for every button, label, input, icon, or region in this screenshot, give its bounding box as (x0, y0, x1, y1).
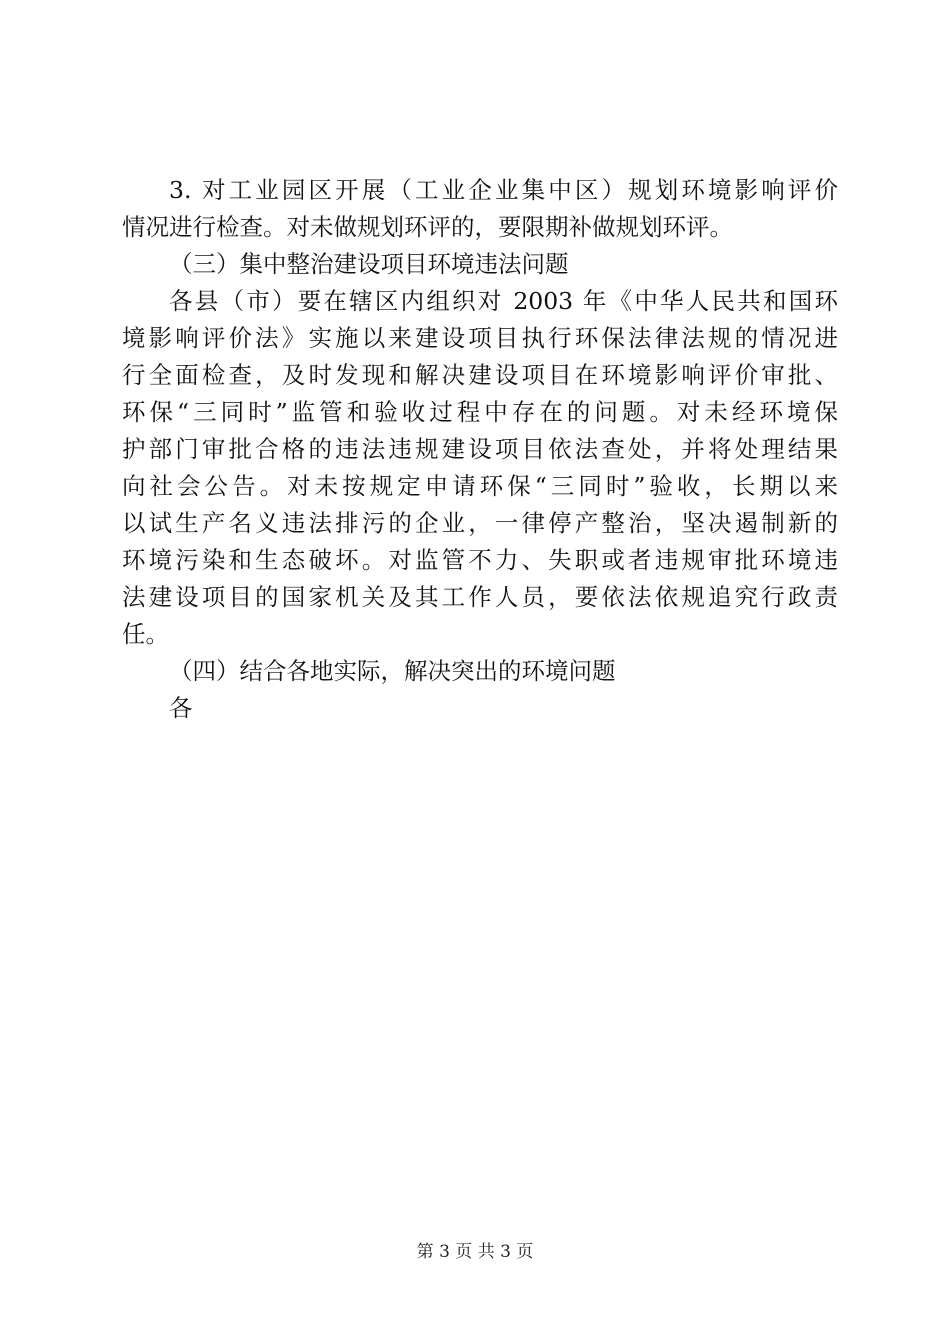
paragraph-line: 任。 (122, 620, 169, 648)
paragraph-line: 向社会公告。对未按规定申请环保“三同时”验收，长期以来 (122, 472, 838, 500)
paragraph-line: 境影响评价法》实施以来建设项目执行环保法律法规的情况进 (122, 324, 838, 352)
paragraph-line: 以试生产名义违法排污的企业，一律停产整治，坚决遏制新的 (122, 509, 838, 537)
paragraph-line: 护部门审批合格的违法违规建设项目依法查处，并将处理结果 (122, 435, 838, 463)
section-heading: （三）集中整治建设项目环境违法问题 (169, 250, 569, 278)
paragraph-line: 情况进行检查。对未做规划环评的，要限期补做规划环评。 (122, 213, 733, 241)
paragraph-line: 环保“三同时”监管和验收过程中存在的问题。对未经环境保 (122, 398, 838, 426)
paragraph-line: 3. 对工业园区开展（工业企业集中区）规划环境影响评价 (169, 176, 838, 204)
paragraph-line: 行全面检查，及时发现和解决建设项目在环境影响评价审批、 (122, 361, 838, 389)
paragraph-line: 法建设项目的国家机关及其工作人员，要依法依规追究行政责 (122, 583, 838, 611)
paragraph-line: 各 (169, 694, 193, 722)
paragraph-line: 各县（市）要在辖区内组织对 2003 年《中华人民共和国环 (169, 287, 838, 315)
page-footer: 第 3 页 共 3 页 (416, 1242, 534, 1262)
paragraph-line: 环境污染和生态破坏。对监管不力、失职或者违规审批环境违 (122, 546, 838, 574)
document-body (122, 172, 838, 727)
section-heading: （四）结合各地实际，解决突出的环境问题 (169, 657, 616, 685)
